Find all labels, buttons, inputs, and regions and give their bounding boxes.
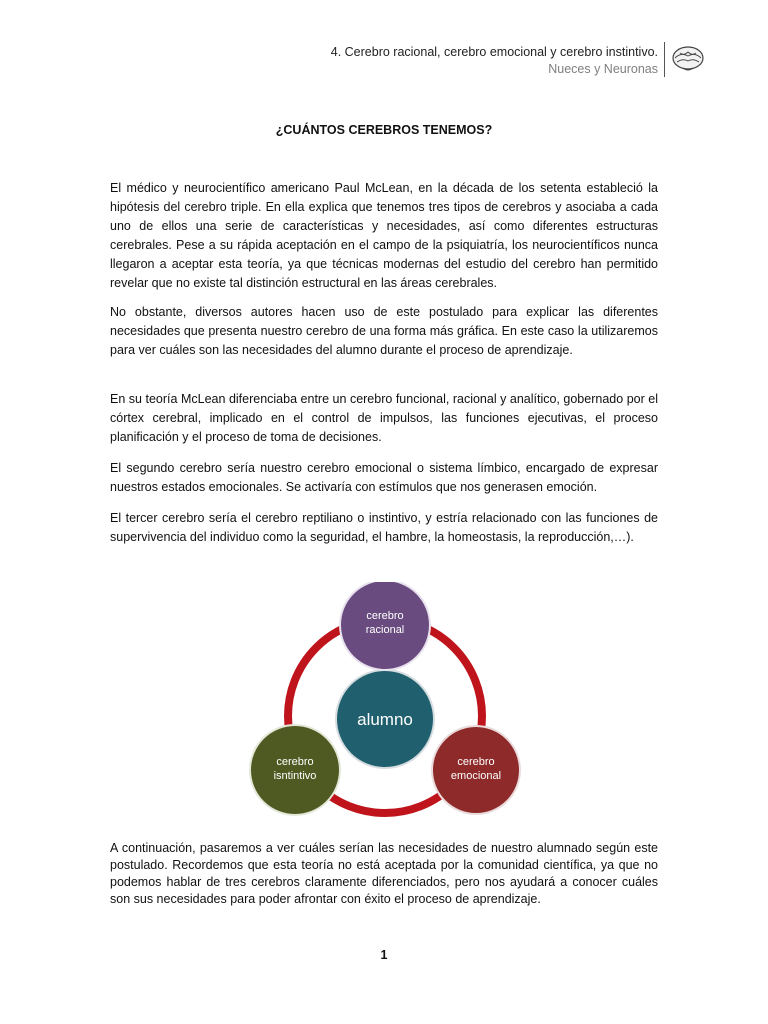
paragraph-4	[110, 459, 658, 497]
page-title: ¿CUÁNTOS CEREBROS TENEMOS?	[275, 123, 493, 137]
node-instintivo-line2: isntintivo	[273, 770, 317, 782]
paragraph-4-text: El segundo cerebro sería nuestro cerebro emocional o sistema límbico, encargado de expresar nuestros estados emocionales. Se activaría con estímulos que nos generasen emoción.	[110, 461, 658, 494]
paragraph-1-text: El médico y neurocientífico americano Paul McLean, en la década de los setenta estableció la hipótesis del cerebro triple. En ella explica que tenemos tres tipos de cerebros y asociaba a cada uno de ellos una serie de características y necesidades, así como diferentes estructuras cerebrales. Pese a su rápida aceptación en el campo de la psiquiatría, los neurocientíficos nunca llegaron a aceptar esta teoría, ya que técnicas modernas del estudio del cerebro han permitido revelar que no existe tal distinción estructural en las áreas cerebrales.	[110, 181, 658, 290]
node-instintivo-line1: cerebro	[276, 756, 314, 768]
node-alumno-label: alumno	[357, 710, 413, 729]
node-alumno	[336, 670, 434, 768]
node-cerebro-instintivo	[250, 725, 340, 815]
node-racional-line1: cerebro	[366, 610, 404, 622]
page-number: 1	[380, 948, 388, 962]
paragraph-5-text: El tercer cerebro sería el cerebro reptiliano o instintivo, y estría relacionado con las funciones de supervivencia del individuo como la seguridad, el hambre, la homeostasis, la reproducción,…).	[110, 511, 658, 544]
paragraph-5	[110, 509, 658, 547]
paragraph-3	[110, 390, 658, 447]
header-divider	[664, 42, 665, 77]
three-brains-diagram	[240, 582, 530, 818]
node-cerebro-emocional	[432, 726, 520, 814]
paragraph-2	[110, 303, 658, 360]
brand-name: Nueces y Neuronas	[548, 62, 658, 76]
paragraph-3-text: En su teoría McLean diferenciaba entre un cerebro funcional, racional y analítico, gobernado por el córtex cerebral, implicado en el control de impulsos, las funciones ejecutivas, el proceso planificación y el proceso de toma de decisiones.	[110, 392, 658, 444]
paragraph-2-text: No obstante, diversos autores hacen uso de este postulado para explicar las diferentes necesidades que presenta nuestro cerebro de una forma más gráfica. En este caso la utilizaremos para ver cuáles son las necesidades del alumno durante el proceso de aprendizaje.	[110, 305, 658, 357]
paragraph-6	[110, 840, 658, 908]
page-header	[331, 44, 658, 78]
paragraph-1	[110, 179, 658, 293]
node-cerebro-racional	[340, 582, 430, 670]
node-emocional-line2: emocional	[450, 770, 502, 782]
node-emocional-line1: cerebro	[457, 756, 495, 768]
brain-icon	[671, 44, 705, 74]
paragraph-6-text: A continuación, pasaremos a ver cuáles serían las necesidades de nuestro alumnado según este postulado. Recordemos que esta teoría no está aceptada por la comunidad científica, ya que no podemos hablar de tres cerebros claramente diferenciados, pero nos ayudará a conocer cuáles son sus necesidades para poder afrontar con éxito el proceso de aprendizaje.	[110, 841, 658, 906]
chapter-title: 4. Cerebro racional, cerebro emocional y cerebro instintivo.	[330, 45, 658, 59]
node-racional-line2: racional	[365, 624, 405, 636]
